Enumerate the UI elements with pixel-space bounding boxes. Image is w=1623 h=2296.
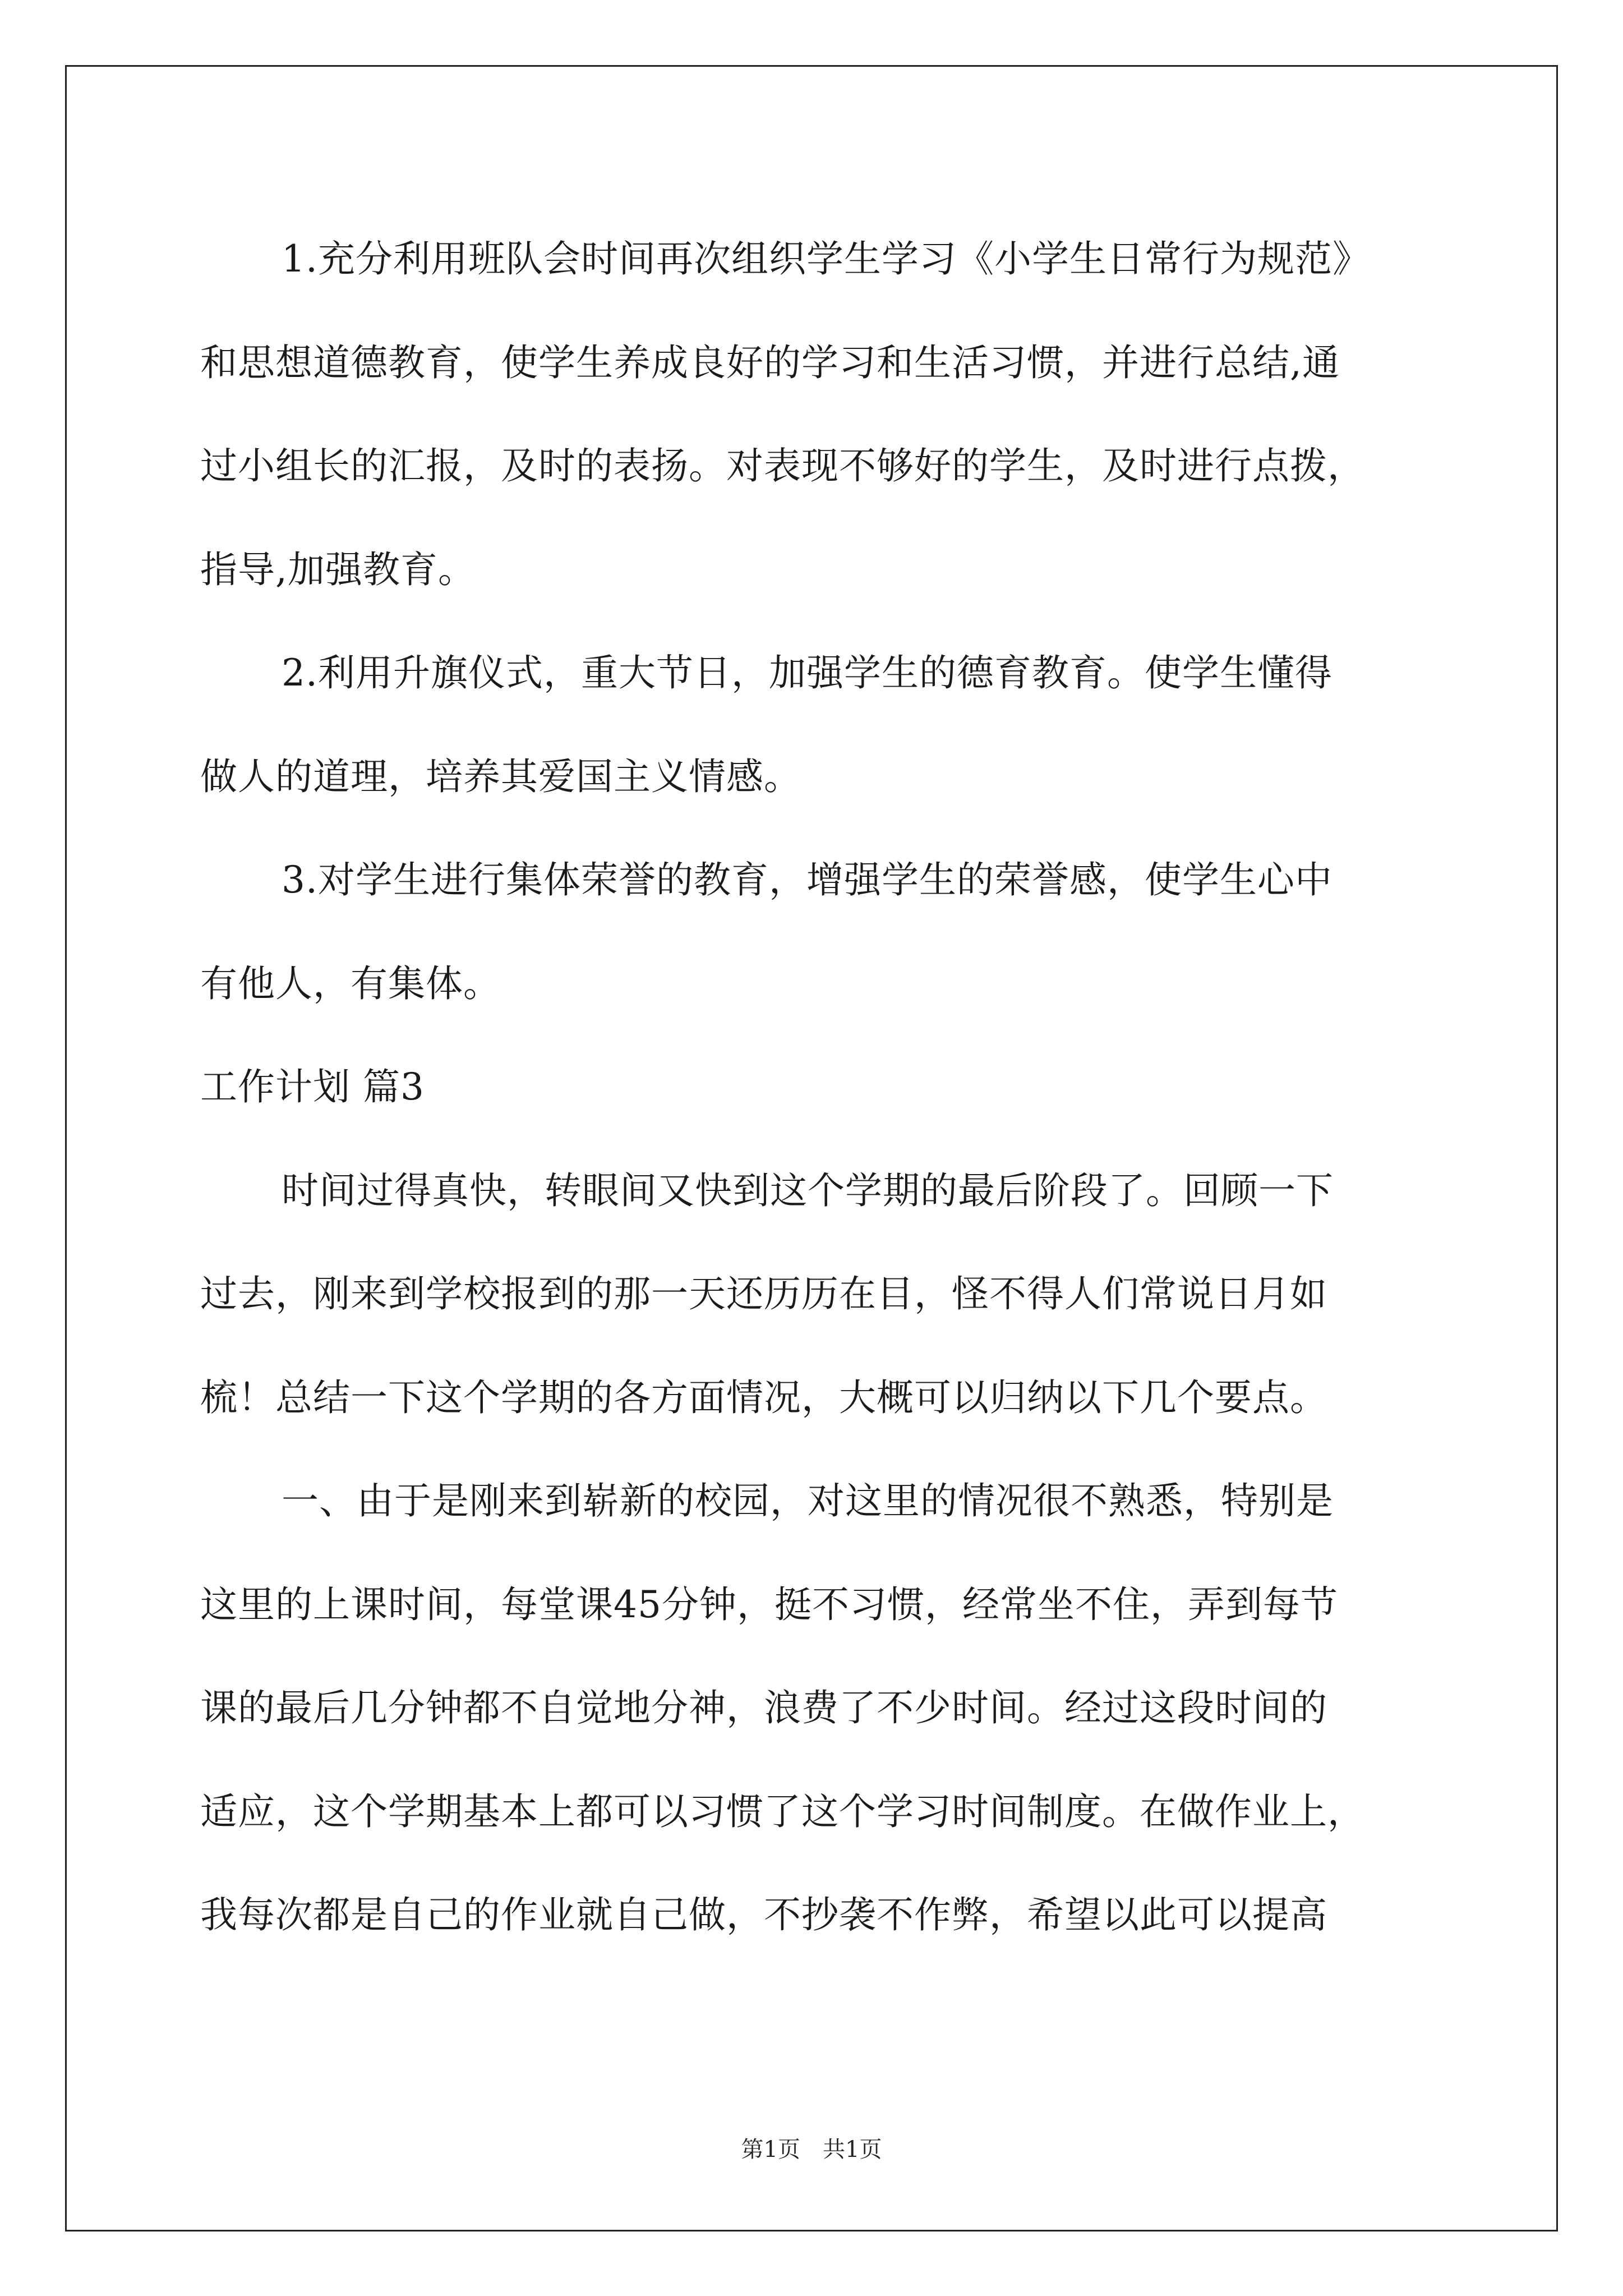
text-line: 梳！总结一下这个学期的各方面情况，大概可以归纳以下几个要点。: [200, 1375, 1327, 1419]
text-line: 这里的上课时间，每堂课45分钟，挺不习惯，经常坐不住，弄到每节: [200, 1582, 1338, 1626]
document-body: [200, 208, 1434, 1967]
text-line: 一、由于是刚来到崭新的校园，对这里的情况很不熟悉，特别是: [282, 1479, 1334, 1522]
text-line: 3.对学生进行集体荣誉的教育，增强学生的荣誉感，使学生心中: [282, 858, 1332, 901]
text-line: 适应，这个学期基本上都可以习惯了这个学习时间制度。在做作业上，: [200, 1789, 1365, 1833]
text-line: 和思想道德教育，使学生养成良好的学习和生活习惯，并进行总结,通: [200, 341, 1340, 384]
section-heading: 工作计划 篇3: [200, 1065, 425, 1108]
page-footer: 第1页 共1页: [741, 2137, 882, 2162]
text-line: 有他人，有集体。: [200, 961, 501, 1005]
text-line: 2.利用升旗仪式，重大节日，加强学生的德育教育。使学生懂得: [282, 651, 1332, 694]
text-line: 我每次都是自己的作业就自己做，不抄袭不作弊，希望以此可以提高: [200, 1893, 1327, 1936]
text-line: 过去，刚来到学校报到的那一天还历历在目，怪不得人们常说日月如: [200, 1272, 1327, 1315]
text-line: 做人的道理，培养其爱国主义情感。: [200, 754, 801, 798]
text-line: 课的最后几分钟都不自觉地分神，浪费了不少时间。经过这段时间的: [200, 1686, 1327, 1729]
text-line: 过小组长的汇报，及时的表扬。对表现不够好的学生，及时进行点拨，: [200, 444, 1365, 487]
text-line: 指导,加强教育。: [200, 547, 476, 591]
text-line: 时间过得真快，转眼间又快到这个学期的最后阶段了。回顾一下: [282, 1168, 1334, 1212]
text-line: 1.充分利用班队会时间再次组织学生学习《小学生日常行为规范》: [282, 237, 1370, 280]
